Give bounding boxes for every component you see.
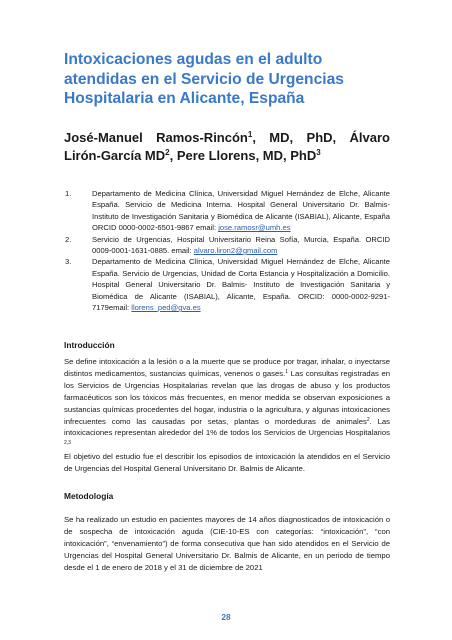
section-heading-introduction: Introducción [64,340,115,350]
affiliation-list [65,188,390,313]
affiliation-text: Departamento de Medicina Clínica, Universidad Miguel Hernández de Elche, Alicante España. Servicio de Medicina Interna. Hospital General Universitario Dr. Balmis- Instituto de Investigación Sanitaria y Biomédica de Alicante (ISABIAL), Alicante, España ORCID 0000-0002-6501-9867 email: [92,189,390,233]
affiliation-text: Servicio de Urgencias, Hospital Universitario Reina Sofía, Murcia, España. ORCID 0009-0001-1631-0885. email: [92,234,390,256]
affiliation-text: Departamento de Medicina Clínica, Universidad Miguel Hernández de Elche, Alicante España. Servicio de Urgencias, Unidad de Corta Estancia y Hospitalización a Domicilio. Hospital General Universitario Dr. Balmis- Instituto de Investigación Sanitaria y Biomédica de Alicante (ISABIAL), Alicante, España. ORCID: 0000-0002-9291-7179email: [92,257,390,313]
citation-mark: 2,3 [64,440,71,447]
email-link[interactable]: jose.ramosr@umh.es [218,223,291,233]
affiliation-item [65,188,390,234]
author-line [64,129,390,164]
intro-text-b: Las consultas registradas en los Servicios de Urgencias Hospitalarias revelan que las drogas de abuso y los productos farmacéuticos son los tóxicos más frecuentes, en menor medida se observan exposiciones a sustancias químicas procedentes del hogar, industria o la agricultura, y algunas intoxicaciones infrecuentes como las causadas por setas, plantas o mordeduras de animales [64,368,391,426]
methodology-paragraph: Se ha realizado un estudio en pacientes mayores de 14 años diagnosticados de intoxicación o de sospecha de intoxicación aguda (CIE-10-ES con categorías: “intoxicación”, “con intoxicación”, “envenamiento”) de forma consecutiva que han sido atendidos en el Servicio de Urgencias del Hospital General Universitario Dr. Balmis de Alicante, en un periodo de tiempo desde el 1 de enero de 2018 y el 31 de diciembre de 2021 [64,515,390,572]
affiliation-number: 3. [65,257,72,267]
affiliation-number: 2. [65,234,72,244]
objective-paragraph: El objetivo del estudio fue el describir los episodios de intoxicación la atendidos en el Servicio de Urgencias del Hospital General Universitario Dr. Balmis de Alicante. [64,452,390,473]
affiliation-item [65,256,390,313]
introduction-paragraph [64,356,390,451]
email-link[interactable]: llorens_ped@gva.es [131,303,201,313]
author-3-affiliation-mark: 3 [316,147,321,157]
intro-text-c: . Las intoxicaciones representan alrededor del 1% de todos los Servicios de Urgencias Hospitalarios [64,416,390,438]
author-2-name: Álvaro Lirón-García MD [64,130,390,163]
email-link[interactable]: alvaro.liron2@gmail.com [193,246,278,256]
author-1-affiliation-mark: 1 [247,130,253,139]
author-3-name: Pere Llorens, MD, PhD [176,147,317,163]
author-1-degrees: , MD, PhD, [252,130,350,145]
author-1-name: José-Manuel Ramos-Rincón [64,130,248,145]
affiliation-number: 1. [65,189,72,198]
intro-text-a: Se define intoxicación a la lesión o a la muerte que se produce por tragar, inhalar, o inyectarse distintos medicamentos, sustancias químicas, venenos o gases. [64,357,390,378]
citation-mark: 1 [285,368,289,375]
page-number: 28 [221,612,231,622]
author-separator: , [169,147,177,163]
section-heading-methodology: Metodología [64,491,114,501]
author-2-affiliation-mark: 2 [165,147,170,157]
citation-mark: 2 [366,416,370,423]
affiliation-item [65,234,390,257]
article-title: Intoxicaciones agudas en el adulto atendidas en el Servicio de Urgencias Hospitalaria en Alicante, España [64,51,344,107]
